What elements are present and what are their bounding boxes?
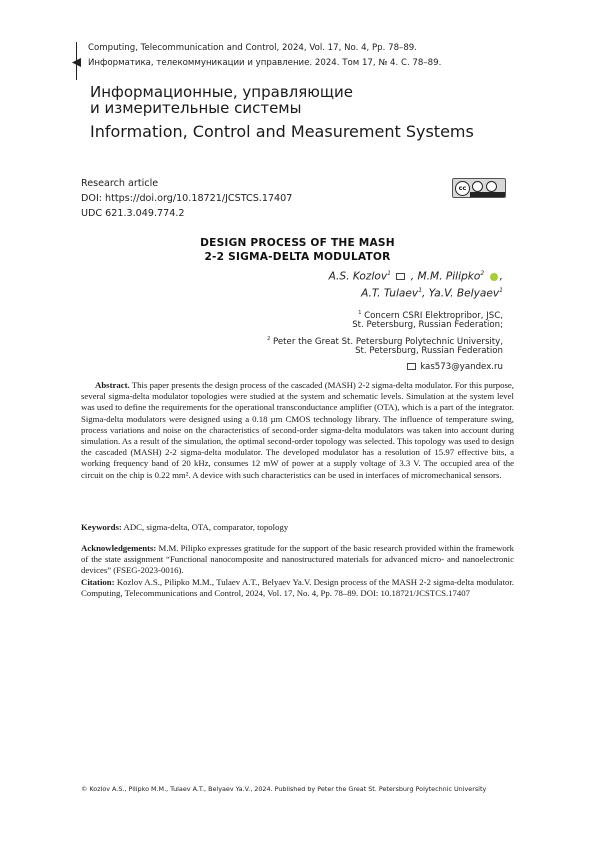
affiliation-text: Peter the Great St. Petersburg Polytechnic University, xyxy=(273,336,503,347)
affiliation-mark: 2 xyxy=(480,270,485,277)
keywords-label: Keywords: xyxy=(81,522,122,532)
authors-line1: A.S. Kozlov$^1$ , M.M. Pilipko$^2$ , xyxy=(328,270,503,283)
author-name: A.S. Kozlov xyxy=(328,270,388,283)
license-label-bar xyxy=(470,192,505,197)
section-title-ru-line1: Информационные, управляющие xyxy=(90,83,353,101)
email-address[interactable]: kas573@yandex.ru xyxy=(420,362,503,372)
udc-code: UDC 621.3.049.774.2 xyxy=(81,208,185,219)
mail-icon[interactable] xyxy=(396,273,405,280)
orcid-icon[interactable] xyxy=(490,273,498,281)
affiliation-number: 1 xyxy=(358,310,362,316)
author-name: A.T. Tulaev xyxy=(361,287,419,300)
journal-citation-en: Computing, Telecommunication and Control, 2024, Vol. 17, No. 4, Pp. 78–89. xyxy=(88,43,418,53)
author-name: Ya.V. Belyaev xyxy=(428,287,500,300)
cc-icon: cc xyxy=(455,181,470,196)
copyright-footer: © Kozlov A.S., Pilipko M.M., Tulaev A.T., Belyaev Ya.V., 2024. Published by Peter the Great St. Petersburg Polytechnic University xyxy=(81,785,487,793)
citation xyxy=(81,577,514,599)
cc-by-nc-license-icon[interactable] xyxy=(452,178,506,198)
doi-link[interactable]: DOI: https://doi.org/10.18721/JCSTCS.17407 xyxy=(81,193,293,204)
article-type: Research article xyxy=(81,178,159,189)
affiliation-number: 2 xyxy=(267,336,271,342)
affiliation-1-line2: St. Petersburg, Russian Federation; xyxy=(352,320,503,330)
journal-citation-ru: Информатика, телекоммуникации и управление. 2024. Том 17, № 4. С. 78–89. xyxy=(88,58,442,68)
nc-icon xyxy=(486,181,497,192)
acknowledgements-label: Acknowledgements: xyxy=(81,543,157,553)
keywords xyxy=(81,522,514,533)
by-icon xyxy=(472,181,483,192)
abstract-label: Abstract. xyxy=(95,380,130,390)
citation-label: Citation: xyxy=(81,577,115,587)
citation-text: Kozlov A.S., Pilipko M.M., Tulaev A.T., Belyaev Ya.V. Design process of the MASH 2-2 sigma-delta modulator. Computing, Telecommunications and Control, 2024, Vol. 17, No. 4, Pp. 78–89. DOI: 10.18721/JCSTCS.17407 xyxy=(81,577,514,599)
keywords-text: ADC, sigma-delta, OTA, comparator, topology xyxy=(121,522,289,532)
paper-title-line2: 2-2 SIGMA-DELTA MODULATOR xyxy=(204,251,391,263)
section-title-en: Information, Control and Measurement Systems xyxy=(90,122,474,141)
affiliation-2-line2: St. Petersburg, Russian Federation xyxy=(355,346,503,356)
acknowledgements xyxy=(81,543,514,577)
affiliation-mark: 1 xyxy=(418,287,423,294)
abstract xyxy=(81,380,514,481)
authors-line2: A.T. Tulaev$^1$, Ya.V. Belyaev$^1$ xyxy=(361,287,503,300)
acknowledgements-text: M.M. Pilipko expresses gratitude for the support of the basic research provided within the framework of the state assignment “Functional nanocomposite and nanostructured materials for advanced micro- and nanoelectronic devices” (FSEG-2023-0016). xyxy=(81,543,514,576)
abstract-text: This paper presents the design process of the cascaded (MASH) 2-2 sigma-delta modulator. For this purpose, several sigma-delta modulator topologies were studied at the system and schematic levels. Simulation at the system level was used to define the requirements for the operational transconductance amplifier (OTA), which is a part of the integrator. Sigma-delta modulators were designed using a 0.18 µm CMOS technology library. The influence of temperature swing, process variations and noise on the characteristics of second-order sigma-delta modulators was taken into account during simulation. As a result of the simulation, the optimal second-order topology was selected. This topology was used to design the cascaded (MASH) 2-2 sigma-delta modulator. The developed modulator has a resolution of 15.97 effective bits, a working frequency band of 20 kHz, consumes 12 mW of power at a supply voltage of 3.3 V. The occupied area of the circuit on the chip is 0.22 mm². A device with such characteristics can be used in interfaces of micromechanical sensors. xyxy=(81,380,514,480)
author-name: M.M. Pilipko xyxy=(417,270,481,283)
affiliation-mark: 1 xyxy=(387,270,391,277)
paper-title-line1: DESIGN PROCESS OF THE MASH xyxy=(200,237,395,249)
section-title-ru-line2: и измерительные системы xyxy=(90,99,302,117)
affiliation-mark: 1 xyxy=(499,287,503,294)
header-arrow-icon xyxy=(72,58,81,67)
contact-email[interactable] xyxy=(405,362,504,372)
affiliation-text: Concern CSRI Elektropribor, JSC, xyxy=(364,310,503,321)
mail-icon xyxy=(407,363,416,370)
